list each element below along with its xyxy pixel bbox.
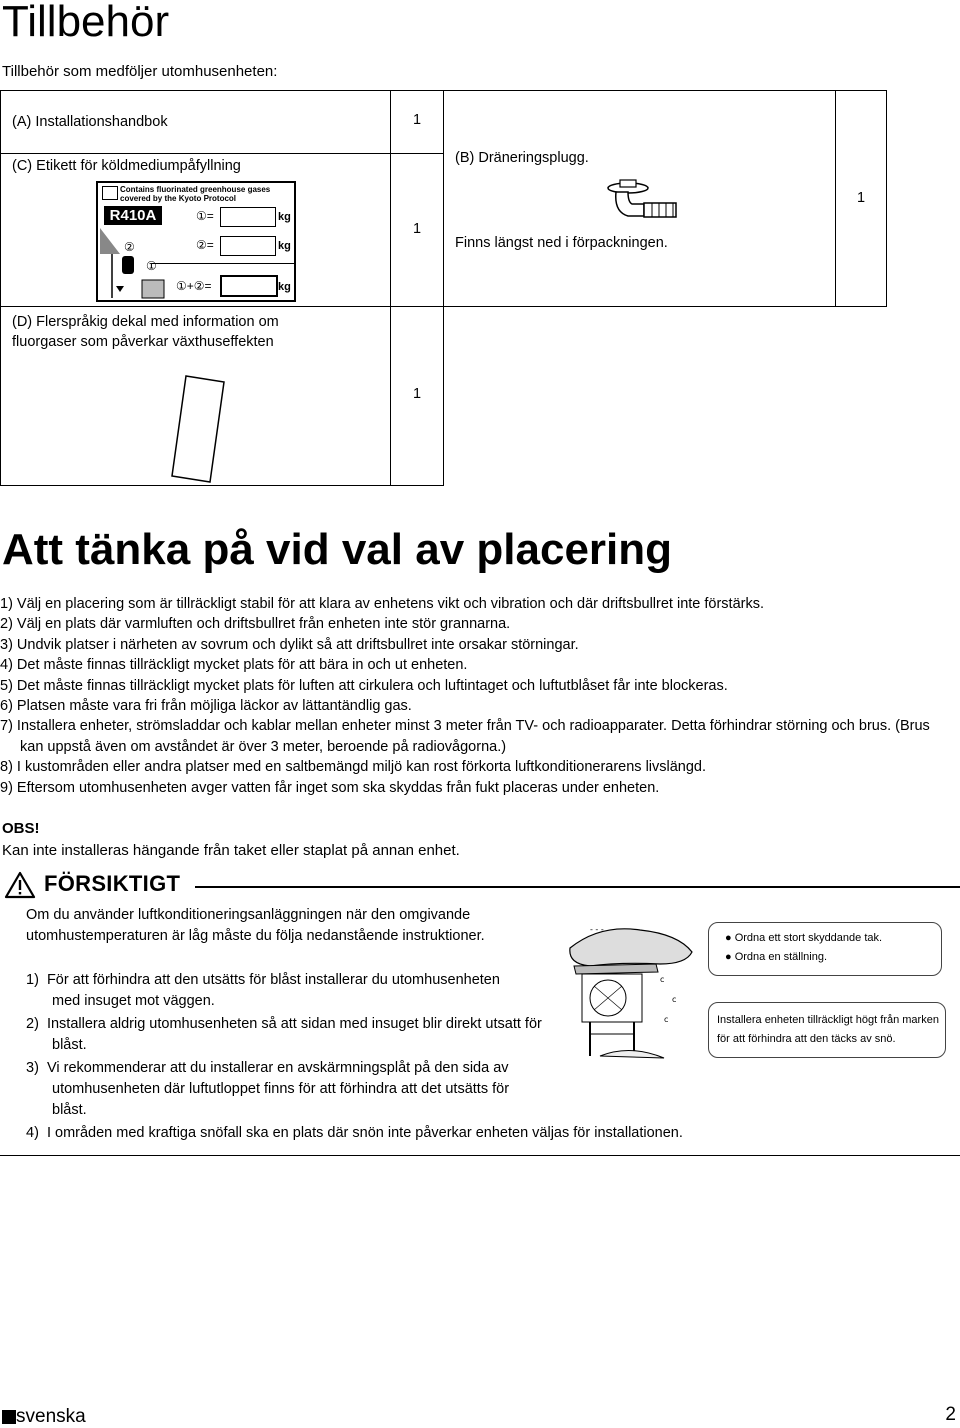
callout-bullet-1: ● Ordna ett stort skyddande tak. — [725, 932, 883, 944]
list-item: 1) Välj en placering som är tillräckligt stabil för att klara av enhetens vikt och vibration och där driftsbullret inte förstärks. — [0, 596, 765, 612]
list-item: 3) Vi rekommenderar att du installerar en avskärmningsplåt på den sida av utomhusenheten där luftutloppet finns för att förhindra att det utsätts för blåst. — [26, 1060, 510, 1118]
list-item: 9) Eftersom utomhusenheten avger vatten får inget som ska skyddas från fukt placeras under enheten. — [0, 779, 660, 796]
page-title: Tillbehör — [2, 0, 170, 46]
list-item: 5) Det måste finnas tillräckligt mycket plats för luften att cirkulera och luftintaget och luftutblåset får inte blockeras. — [0, 677, 728, 694]
list-item: 4) Det måste finnas tillräckligt mycket plats för att bära in och ut enheten. — [0, 657, 468, 674]
footer-rule — [0, 1155, 960, 1156]
item-c-label: (C) Etikett för köldmediumpåfyllning — [12, 158, 241, 174]
note-text: Kan inte installeras hängande från taket eller staplat på annan enhet. — [2, 842, 460, 859]
snow-shelter-illustration — [560, 918, 710, 1068]
charge-row-3-unit: kg — [278, 281, 291, 293]
refrigerant-label-illustration — [96, 181, 296, 302]
charge-row-3-box — [220, 275, 278, 297]
item-d-qty: 1 — [412, 386, 422, 402]
label-divider — [152, 263, 296, 264]
svg-text:c: c — [672, 995, 677, 1004]
book-icon — [102, 186, 118, 200]
svg-text:c: c — [660, 975, 665, 984]
callout-text-roof: Ordna ett stort skyddande tak. — [734, 932, 883, 944]
charge-row-2-box — [220, 236, 276, 256]
callout-text-stand: Ordna en ställning. — [734, 951, 828, 963]
list-item: 3) Undvik platser i närheten av sovrum och dylikt så att driftsbullret inte orsakar störningar. — [0, 636, 579, 653]
charge-row-3-label: ①+②= — [176, 279, 212, 293]
footer-language: svenska — [16, 1406, 86, 1427]
list-item: 6) Platsen måste vara fri från möjliga läckor av lättantändlig gas. — [0, 698, 412, 715]
charge-row-1-unit: kg — [278, 211, 291, 223]
svg-text:- - -: - - - — [590, 925, 604, 934]
section-title-placement: Att tänka på vid val av placering — [2, 525, 673, 574]
fluorinated-gas-sticker-icon — [170, 374, 226, 486]
refrigerant-type: R410A — [104, 206, 162, 225]
list-item: 1) För att förhindra att den utsätts för blåst installerar du utomhusenheten med insuget mot väggen. — [26, 972, 500, 1009]
list-item: 8) I kustområden eller andra platser med en saltbemängd miljö kan rost förkorta luftkonditionerarens livslängd. — [0, 759, 707, 776]
charge-row-2-unit: kg — [278, 240, 291, 252]
caution-heading: FÖRSIKTIGT — [44, 871, 181, 896]
item-b-label: (B) Dräneringsplugg. — [455, 150, 589, 166]
warning-icon — [4, 871, 36, 899]
charge-row-2-label: ②= — [196, 238, 214, 252]
item-c-qty: 1 — [412, 221, 422, 237]
label-header-text: Contains fluorinated greenhouse gases covered by the Kyoto Protocol — [120, 185, 271, 203]
callout-height: Installera enheten tillräckligt högt från marken för att förhindra att den täcks av snö. — [708, 1002, 946, 1058]
charge-row-1-box — [220, 207, 276, 227]
svg-text:c: c — [664, 1015, 669, 1024]
drain-plug-icon — [596, 178, 680, 226]
item-b-qty: 1 — [856, 190, 866, 206]
item-b-note: Finns längst ned i förpackningen. — [455, 235, 668, 251]
list-item: 2) Installera aldrig utomhusenheten så att sidan med insuget blir direkt utsatt för blåst. — [26, 1016, 542, 1053]
marker-2: ② — [124, 240, 135, 254]
placement-list — [0, 594, 955, 798]
caution-rule — [195, 886, 960, 888]
charge-row-1-label: ①= — [196, 209, 214, 223]
list-item: 2) Välj en plats där varmluften och driftsbullret från enheten inte stör grannarna. — [0, 616, 511, 633]
page-number: 2 — [945, 1404, 956, 1425]
callout-roof — [708, 922, 942, 976]
callout-bullet-2: ● Ordna en ställning. — [725, 951, 828, 963]
item-a-qty: 1 — [412, 112, 422, 128]
list-item: 7) Installera enheter, strömsladdar och kablar mellan enheter minst 3 meter från TV- och radioapparater. Detta förhindrar störning och brus. (Brus kan uppstå även om avståndet är över 3 meter, beroende på radiovågorna.) — [0, 718, 930, 755]
note-heading: OBS! — [2, 820, 40, 837]
caution-intro: Om du använder luftkonditioneringsanläggningen när den omgivande utomhustemperaturen är låg måste du följa nedanstående instruktioner. — [26, 907, 485, 944]
item-a-label: (A) Installationshandbok — [12, 114, 168, 130]
accessories-intro: Tillbehör som medföljer utomhusenheten: — [2, 63, 278, 80]
list-item: 4) I områden med kraftiga snöfall ska en plats där snön inte påverkar enheten väljas för installationen. — [26, 1125, 683, 1141]
item-d-label: (D) Flerspråkig dekal med information om fluorgaser som påverkar växthuseffekten — [12, 314, 279, 350]
language-marker-icon — [2, 1410, 16, 1424]
marker-1: ① — [146, 259, 157, 273]
cylinder-icon — [100, 228, 170, 300]
